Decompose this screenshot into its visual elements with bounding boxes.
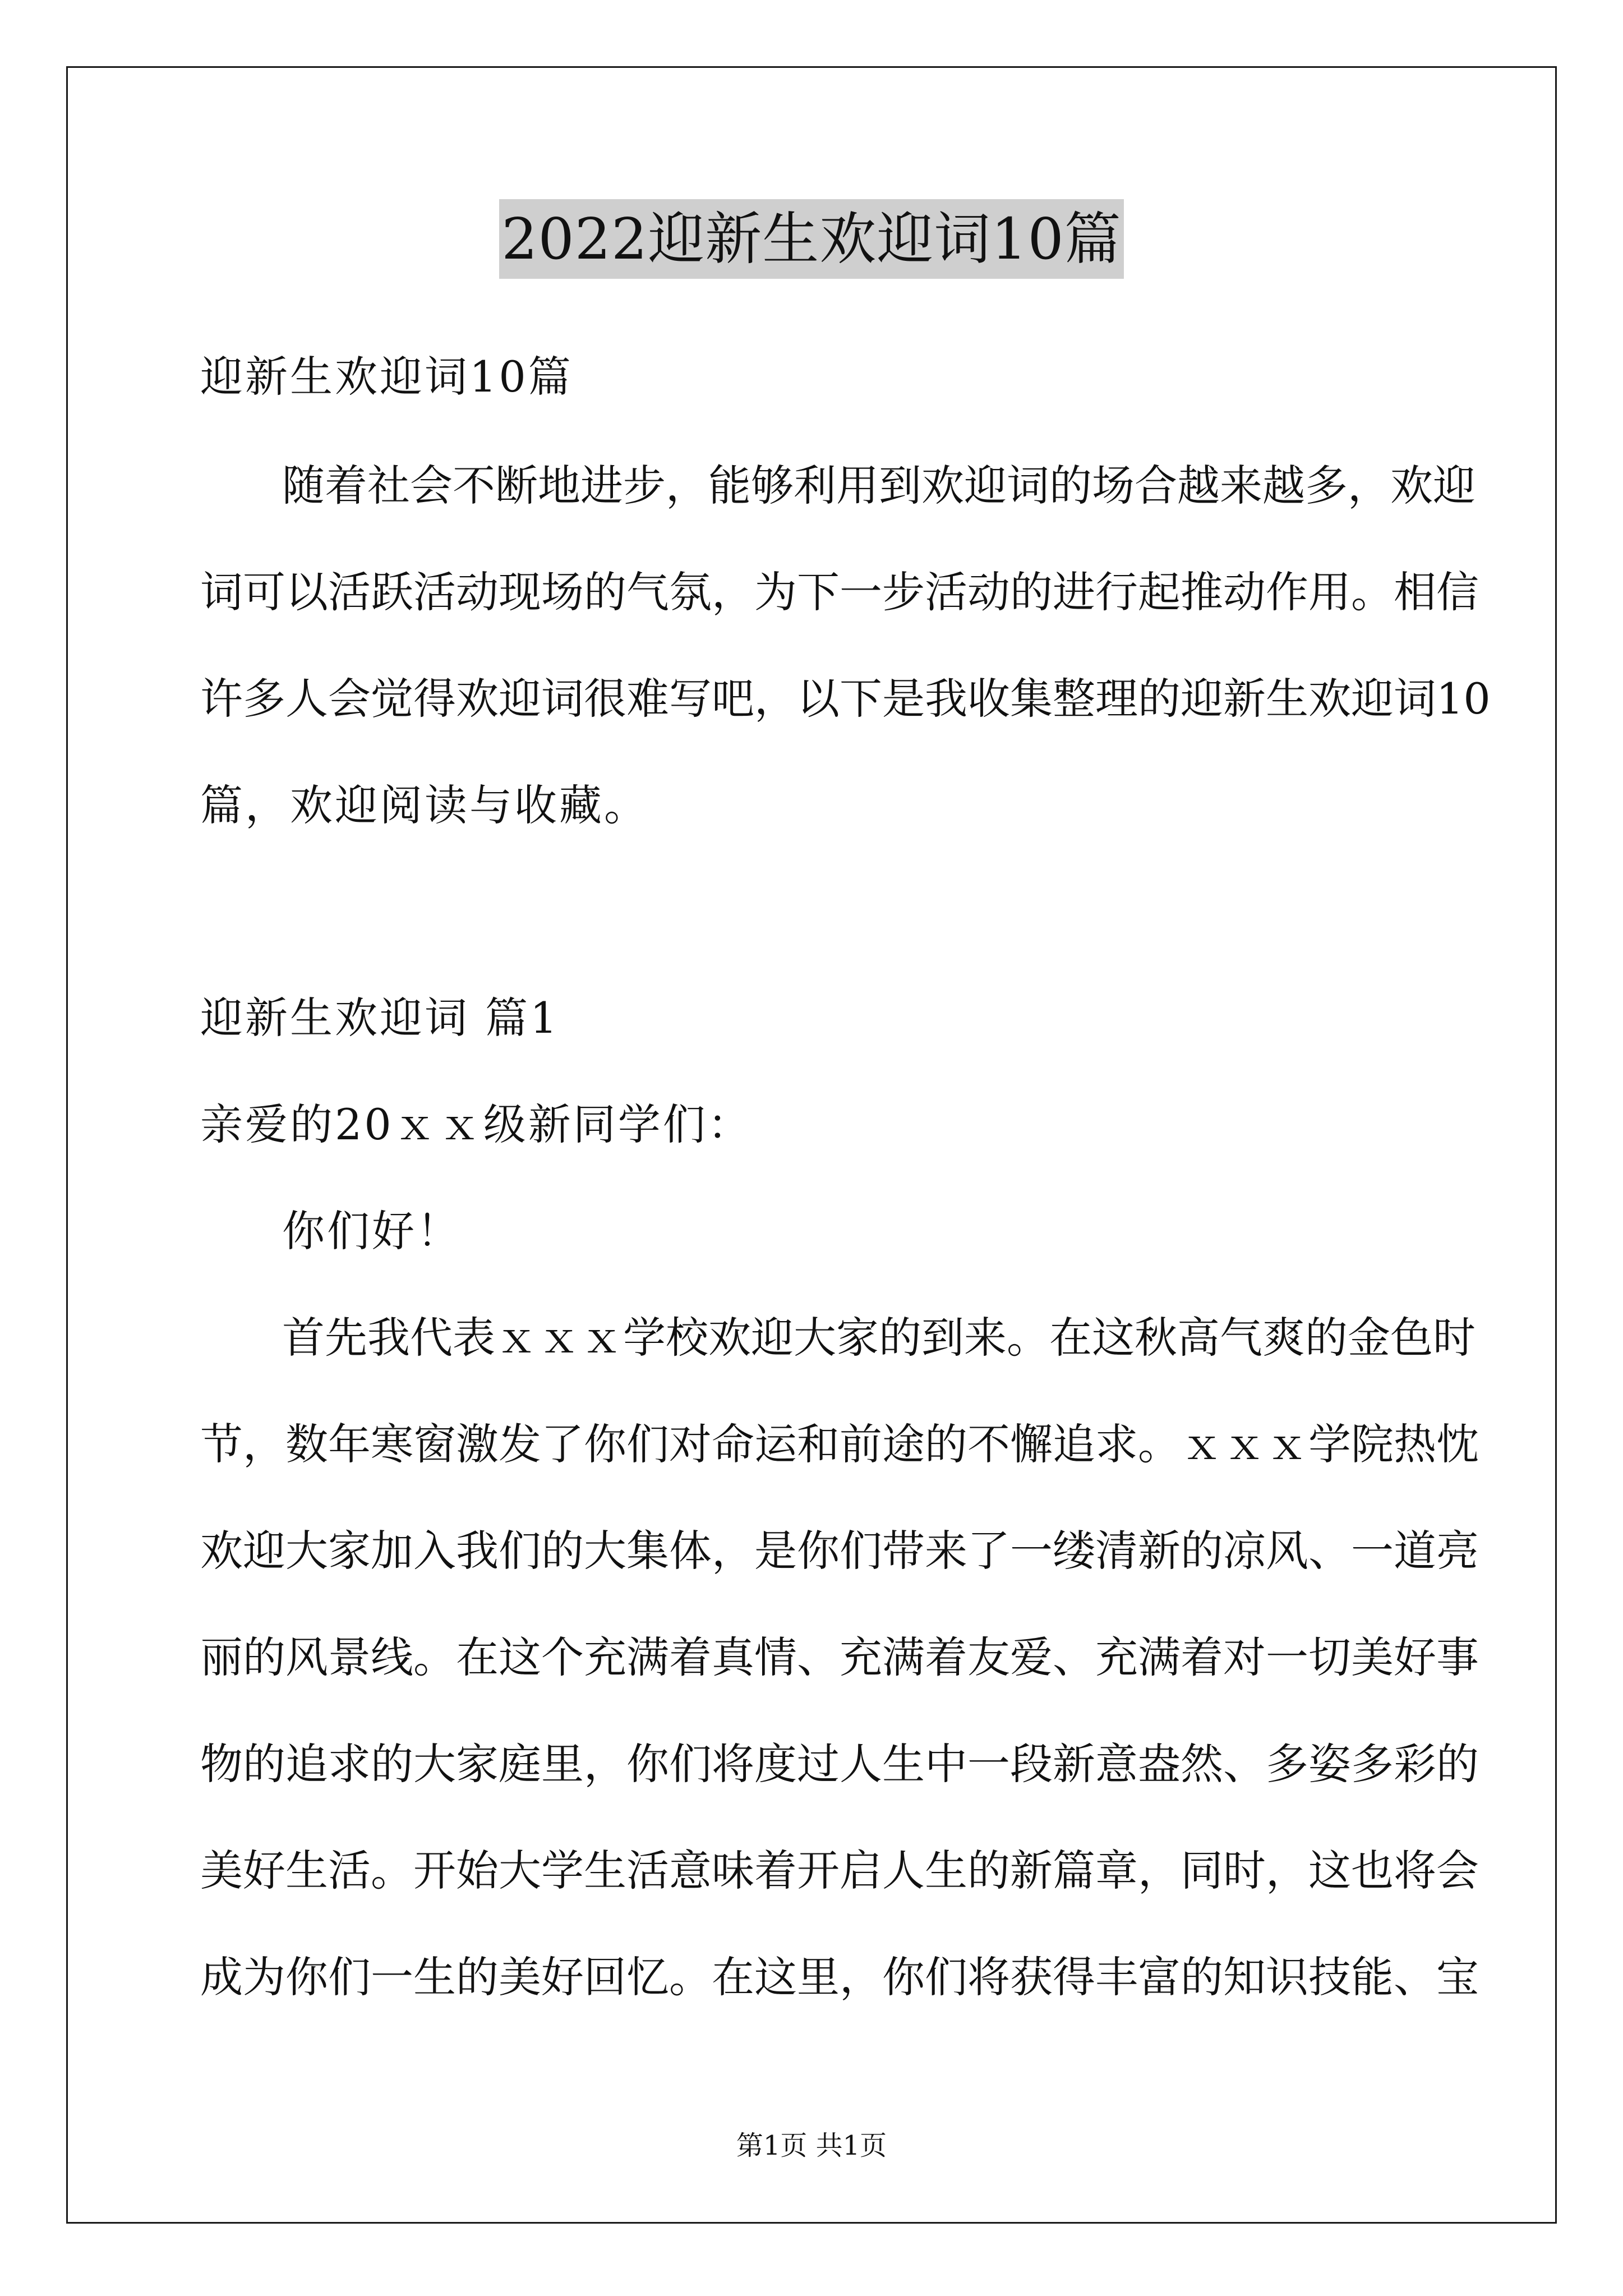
intro-line: 许多人会觉得欢迎词很难写吧，以下是我收集整理的迎新生欢迎词10 <box>200 674 1491 724</box>
body-line: 物的追求的大家庭里，你们将度过人生中一段新意盎然、多姿多彩的 <box>200 1739 1479 1789</box>
intro-line: 随着社会不断地进步，能够利用到欢迎词的场合越来越多，欢迎 <box>282 461 1476 510</box>
body-line: 丽的风景线。在这个充满着真情、充满着友爱、充满着对一切美好事 <box>200 1632 1479 1682</box>
body-line: 成为你们一生的美好回忆。在这里，你们将获得丰富的知识技能、宝 <box>200 1952 1479 2002</box>
body-line: 美好生活。开始大学生活意味着开启人生的新篇章，同时，这也将会 <box>200 1846 1479 1895</box>
salutation: 亲爱的20ｘｘ级新同学们： <box>200 1099 753 1149</box>
title-container <box>0 199 1623 279</box>
intro-line: 词可以活跃活动现场的气氛，为下一步活动的进行起推动作用。相信 <box>200 567 1479 617</box>
body-line: 节，数年寒窗激发了你们对命运和前途的不懈追求。ｘｘｘ学院热忱 <box>200 1419 1479 1469</box>
body-line: 欢迎大家加入我们的大集体，是你们带来了一缕清新的凉风、一道亮 <box>200 1526 1479 1576</box>
section-heading: 迎新生欢迎词 篇1 <box>200 993 560 1043</box>
greeting: 你们好！ <box>282 1206 462 1256</box>
body-line: 首先我代表ｘｘｘ学校欢迎大家的到来。在这秋高气爽的金色时 <box>282 1313 1476 1363</box>
page-footer: 第1页 共1页 <box>736 2130 887 2161</box>
subtitle: 迎新生欢迎词10篇 <box>200 352 573 402</box>
intro-line: 篇，欢迎阅读与收藏。 <box>200 780 649 830</box>
document-title: 2022迎新生欢迎词10篇 <box>499 199 1124 279</box>
